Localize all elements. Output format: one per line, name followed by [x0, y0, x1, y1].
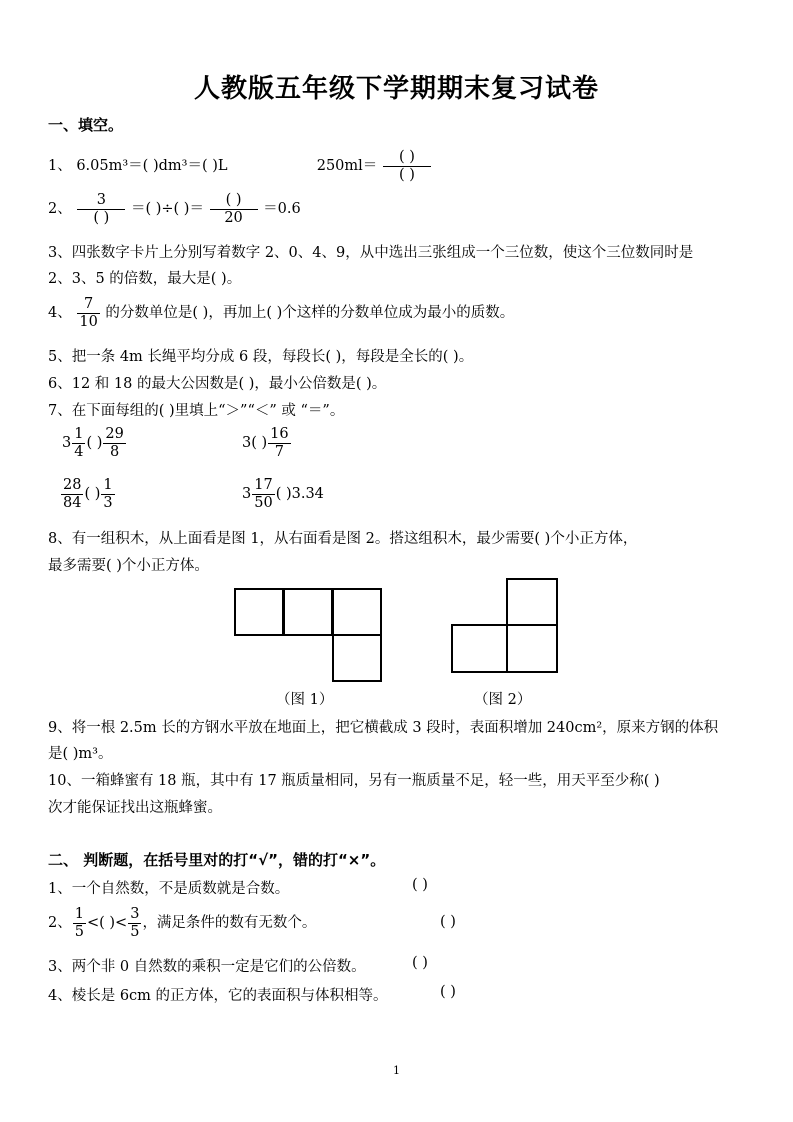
q7a-whole: 3 [62, 435, 72, 452]
q7b-r-num: 16 [270, 426, 289, 442]
q10-line2: 次才能保证找出这瓶蜂蜜。 [48, 800, 222, 816]
q7c-right-fraction [101, 477, 114, 511]
q5: 5、把一条 4m 长绳平均分成 6 段，每段长( )，每段是全长的( )。 [48, 349, 474, 365]
q7c-den: 84 [63, 494, 82, 511]
j2-mid: <( )< [86, 915, 128, 932]
q7a-r-den: 8 [103, 443, 125, 461]
q7a-r-num: 29 [105, 426, 124, 442]
q2-f2-den: 20 [210, 209, 258, 227]
fig2-cell [506, 578, 558, 626]
q9-line2: 是( )m³。 [48, 746, 113, 762]
q9-line1: 9、将一根 2.5m 长的方钢水平放在地面上，把它横截成 3 段时，表面积增加 240cm²，原来方钢的体积 [48, 720, 719, 736]
q1-den: ( ) [383, 166, 431, 184]
j2-n2: 3 [130, 906, 140, 922]
q2 [48, 192, 301, 226]
q4-fraction [77, 296, 99, 330]
q7a-right-fraction [103, 426, 125, 460]
q2-prefix: 2、 [48, 201, 72, 218]
j4-text: 4、棱长是 6cm 的正方体，它的表面积与体积相等。 [48, 988, 388, 1004]
fig1-cell [283, 588, 333, 636]
q7a-num: 1 [74, 426, 84, 442]
q7: 7、在下面每组的( )里填上“＞”“＜” 或 “＝”。 [48, 403, 345, 419]
q7b-right-fraction [268, 426, 290, 460]
q7-item-a [62, 426, 127, 460]
q2-mid: ＝( )÷( )＝ [130, 201, 204, 218]
q1-mid: 250ml＝ [316, 158, 378, 175]
q2-f1-num: 3 [96, 192, 106, 208]
q4-num: 7 [83, 296, 94, 312]
fig1-caption: （图 1） [276, 692, 334, 708]
q3-line1: 3、四张数字卡片上分别写着数字 2、0、4、9，从中选出三张组成一个三位数，使这个三位数同时是 [48, 245, 694, 261]
q8-line1: 8、有一组积木，从上面看是图 1，从右面看是图 2。搭这组积木，最少需要( )个小正方体， [48, 531, 638, 547]
j2-fraction-2 [128, 906, 141, 940]
q3-line2: 2、3、5 的倍数，最大是( )。 [48, 271, 242, 287]
j2 [48, 906, 316, 940]
j2-n1: 1 [74, 906, 84, 922]
q4-prefix: 4、 [48, 305, 72, 322]
j2-d2: 5 [130, 923, 140, 940]
q1-prefix: 1、 6.05m³＝( )dm³＝( )L [48, 158, 228, 175]
page-title: 人教版五年级下学期期末复习试卷 [193, 74, 599, 104]
q2-fraction-2 [210, 192, 258, 226]
q2-f2-num: ( ) [225, 192, 242, 208]
j2-prefix: 2、 [48, 915, 72, 932]
j1-paren: ( ) [412, 877, 428, 893]
fig1-cell [332, 588, 382, 636]
fig2-cell [506, 624, 558, 673]
q7-item-b [242, 426, 292, 460]
q1-num: ( ) [398, 149, 415, 165]
j1-text: 1、一个自然数，不是质数就是合数。 [48, 881, 290, 897]
q7b-r-den: 7 [268, 443, 290, 461]
q7d-num: 17 [254, 477, 273, 493]
section2-heading: 二、 判断题，在括号里对的打“√”，错的打“×”。 [48, 851, 386, 869]
q7c-fraction [61, 477, 83, 511]
q7a-fraction [72, 426, 85, 460]
q7a-blank: ( ) [86, 435, 103, 452]
j2-fraction-1 [73, 906, 86, 940]
fig1-cell [332, 634, 382, 682]
q2-suffix: ＝0.6 [263, 201, 301, 218]
fig1-cell [234, 588, 284, 636]
q7b-left: 3( ) [242, 435, 268, 452]
j2-suffix: ，满足条件的数有无数个。 [142, 915, 317, 932]
q7d-den: 50 [254, 494, 273, 511]
j3-paren: ( ) [412, 955, 428, 971]
q7d-fraction [252, 477, 274, 511]
q7c-r-num: 1 [103, 477, 113, 493]
j4-paren: ( ) [440, 984, 456, 1000]
q7d-whole: 3 [242, 486, 252, 503]
fig2-cell [451, 624, 508, 673]
q2-f1-den: ( ) [77, 209, 125, 227]
q7-item-d [242, 477, 324, 511]
q8-line2: 最多需要( )个小正方体。 [48, 558, 209, 574]
q4 [48, 296, 514, 330]
q1 [48, 149, 432, 183]
j2-paren: ( ) [440, 914, 456, 930]
fig2-caption: （图 2） [474, 692, 532, 708]
q4-suffix: 的分数单位是( )，再加上( )个这样的分数单位成为最小的质数。 [105, 305, 515, 322]
q1-fraction [383, 149, 431, 183]
q7-item-c [60, 477, 116, 511]
q2-fraction-1 [77, 192, 125, 226]
q7c-blank: ( ) [84, 486, 101, 503]
q6: 6、12 和 18 的最大公因数是( )，最小公倍数是( )。 [48, 376, 387, 392]
q7d-right: ( )3.34 [275, 486, 324, 503]
section1-heading: 一、填空。 [48, 116, 124, 134]
page-number: 1 [393, 1064, 400, 1077]
q7c-r-den: 3 [103, 494, 113, 511]
j2-d1: 5 [74, 923, 84, 940]
q7a-den: 4 [74, 443, 84, 460]
q10-line1: 10、一箱蜂蜜有 18 瓶，其中有 17 瓶质量相同，另有一瓶质量不足，轻一些，用天平至少称( ) [48, 773, 660, 789]
q4-den: 10 [79, 313, 98, 330]
q7c-num: 28 [63, 477, 82, 493]
j3-text: 3、两个非 0 自然数的乘积一定是它们的公倍数。 [48, 959, 366, 975]
